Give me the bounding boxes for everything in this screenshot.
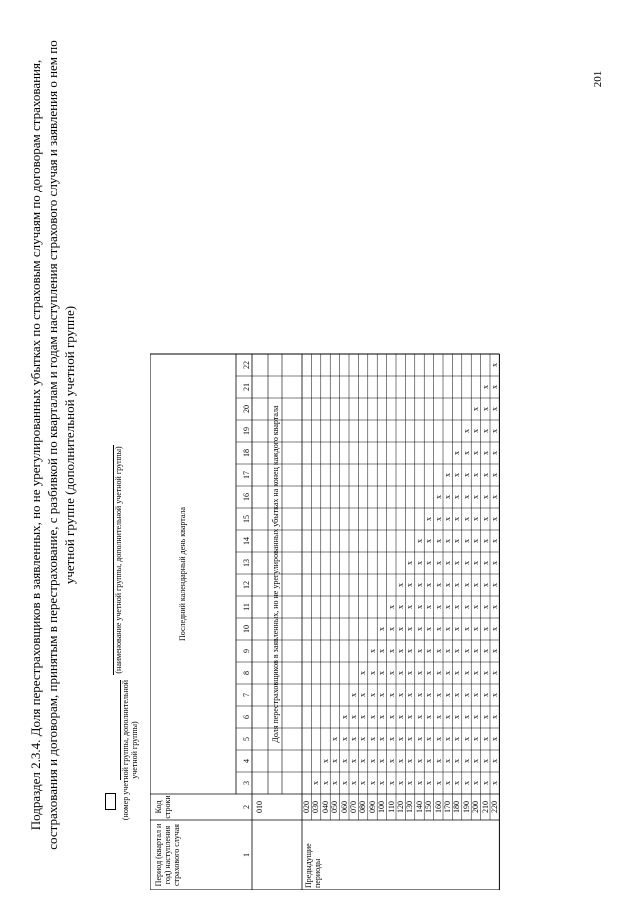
cross-mark: x [396, 781, 405, 785]
cross-mark: x [367, 693, 377, 697]
cross-mark: x [414, 759, 424, 763]
cross-mark: x [490, 495, 499, 499]
row-code-010: 010 [255, 801, 264, 813]
cross-mark: x [424, 715, 434, 719]
cross-mark: x [405, 759, 415, 763]
cross-mark: x [424, 627, 434, 631]
cross-mark: x [433, 649, 443, 653]
cross-mark: x [405, 561, 415, 565]
cross-mark: x [367, 759, 377, 763]
cross-mark: x [480, 407, 490, 411]
col-number: 4 [242, 759, 251, 763]
cross-mark: x [377, 781, 387, 785]
row-code: 170 [443, 801, 452, 813]
cross-mark: x [377, 627, 387, 631]
cross-mark: x [433, 759, 443, 763]
cross-mark: x [433, 737, 443, 741]
row-code: 180 [452, 801, 462, 813]
row-code: 040 [320, 801, 330, 813]
cross-mark: x [443, 759, 452, 763]
col-number: 20 [242, 405, 251, 413]
header-last-day: Последний календарный день квартала [178, 507, 187, 641]
section-heading: Подраздел 2.3.4. Доля перестраховщиков в заявленных, но не урегулированных убытках по страховым случаям по договорам страхования, сострахования и договорам, принятым в перестрахование, с разбивкой по кварталам и годам наступления страхового случая и заявления о нем по учетной группе (дополнительной учетной группе) [28, 40, 77, 850]
cross-mark: x [490, 539, 499, 543]
col-number: 3 [242, 781, 251, 785]
cross-mark: x [433, 627, 443, 631]
header-period: Период (квартал и год) наступления страхового случая [154, 823, 181, 887]
cross-mark: x [433, 495, 443, 499]
cross-mark: x [386, 671, 396, 675]
cross-mark: x [443, 583, 452, 587]
col-number: 13 [242, 559, 251, 567]
cross-mark: x [330, 759, 340, 763]
cross-mark: x [414, 671, 424, 675]
col-number: 19 [242, 427, 251, 435]
cross-mark: x [461, 561, 471, 565]
group-number-box [105, 793, 116, 810]
cross-mark: x [349, 693, 358, 697]
cross-mark: x [424, 759, 434, 763]
col-number: 14 [242, 537, 251, 545]
cross-mark: x [461, 627, 471, 631]
cross-mark: x [471, 517, 481, 521]
col-number: 11 [242, 603, 251, 611]
cross-mark: x [471, 539, 481, 543]
cross-mark: x [443, 737, 452, 741]
cross-mark: x [414, 781, 424, 785]
cross-mark: x [386, 605, 396, 609]
cross-mark: x [414, 715, 424, 719]
cross-mark: x [349, 759, 358, 763]
cross-mark: x [358, 693, 368, 697]
cross-mark: x [480, 517, 490, 521]
cross-mark: x [490, 605, 499, 609]
cross-mark: x [433, 561, 443, 565]
cross-mark: x [480, 759, 490, 763]
cross-mark: x [490, 429, 499, 433]
cross-mark: x [490, 385, 499, 389]
cross-mark: x [480, 649, 490, 653]
col-number: 15 [242, 515, 251, 523]
cross-mark: x [452, 517, 462, 521]
cross-mark: x [433, 671, 443, 675]
col-number: 21 [242, 383, 251, 391]
cross-mark: x [433, 583, 443, 587]
cross-mark: x [490, 473, 499, 477]
cross-mark: x [339, 715, 349, 719]
cross-mark: x [414, 627, 424, 631]
cross-mark: x [443, 605, 452, 609]
cross-mark: x [443, 627, 452, 631]
previous-periods-label: Предыдущие периоды [304, 843, 322, 888]
group-number-caption: (номер учетной группы, дополнительной учетной группы) [121, 679, 139, 821]
cross-mark: x [480, 627, 490, 631]
cross-mark: x [386, 693, 396, 697]
cross-mark: x [386, 737, 396, 741]
cross-mark: x [414, 583, 424, 587]
cross-mark: x [452, 495, 462, 499]
cross-mark: x [471, 473, 481, 477]
cross-mark: x [452, 671, 462, 675]
row-code: 210 [480, 801, 490, 813]
cross-mark: x [396, 627, 405, 631]
col-number: 9 [242, 649, 251, 653]
cross-mark: x [443, 715, 452, 719]
cross-mark: x [461, 539, 471, 543]
cross-mark: x [424, 693, 434, 697]
cross-mark: x [424, 517, 434, 521]
row-code: 060 [339, 801, 349, 813]
page-number: 201 [592, 70, 604, 88]
cross-mark: x [396, 759, 405, 763]
cross-mark: x [461, 759, 471, 763]
cross-mark: x [433, 781, 443, 785]
cross-mark: x [471, 671, 481, 675]
cross-mark: x [424, 649, 434, 653]
reinsurance-share-table [150, 361, 499, 890]
cross-mark: x [377, 693, 387, 697]
cross-mark: x [330, 737, 340, 741]
cross-mark: x [320, 759, 330, 763]
cross-mark: x [443, 561, 452, 565]
row-code: 090 [367, 801, 377, 813]
cross-mark: x [424, 737, 434, 741]
cross-mark: x [424, 671, 434, 675]
cross-mark: x [452, 737, 462, 741]
cross-mark: x [414, 649, 424, 653]
cross-mark: x [405, 627, 415, 631]
row-code: 140 [414, 801, 424, 813]
col-number: 22 [242, 361, 251, 369]
col-number: 10 [242, 625, 251, 633]
cross-mark: x [490, 451, 499, 455]
cross-mark: x [405, 737, 415, 741]
cross-mark: x [396, 583, 405, 587]
cross-mark: x [358, 671, 368, 675]
cross-mark: x [396, 737, 405, 741]
cross-mark: x [461, 517, 471, 521]
cross-mark: x [349, 737, 358, 741]
cross-mark: x [443, 649, 452, 653]
cross-mark: x [490, 715, 499, 719]
cross-mark: x [490, 627, 499, 631]
cross-mark: x [433, 693, 443, 697]
row-code: 050 [330, 801, 340, 813]
row-code: 120 [396, 801, 405, 813]
cross-mark: x [461, 429, 471, 433]
row-code: 110 [386, 801, 396, 813]
cross-mark: x [414, 539, 424, 543]
row-code: 030 [311, 801, 321, 813]
cross-mark: x [452, 759, 462, 763]
cross-mark: x [490, 737, 499, 741]
cross-mark: x [461, 649, 471, 653]
cross-mark: x [490, 517, 499, 521]
cross-mark: x [405, 583, 415, 587]
col-number: 5 [242, 737, 251, 741]
cross-mark: x [443, 671, 452, 675]
col-number: 1 [242, 853, 251, 857]
cross-mark: x [452, 649, 462, 653]
cross-mark: x [443, 693, 452, 697]
cross-mark: x [490, 407, 499, 411]
cross-mark: x [424, 605, 434, 609]
cross-mark: x [490, 649, 499, 653]
cross-mark: x [471, 605, 481, 609]
cross-mark: x [367, 715, 377, 719]
row-code: 150 [424, 801, 434, 813]
cross-mark: x [461, 495, 471, 499]
cross-mark: x [386, 715, 396, 719]
cross-mark: x [461, 451, 471, 455]
row-code: 080 [358, 801, 368, 813]
cross-mark: x [414, 561, 424, 565]
cross-mark: x [405, 781, 415, 785]
cross-mark: x [480, 605, 490, 609]
cross-mark: x [471, 737, 481, 741]
cross-mark: x [490, 781, 499, 785]
cross-mark: x [396, 605, 405, 609]
cross-mark: x [358, 715, 368, 719]
row-code: 190 [461, 801, 471, 813]
cross-mark: x [480, 539, 490, 543]
cross-mark: x [405, 693, 415, 697]
row-code: 070 [349, 801, 358, 813]
cross-mark: x [471, 693, 481, 697]
cross-mark: x [443, 517, 452, 521]
cross-mark: x [480, 737, 490, 741]
cross-mark: x [471, 407, 481, 411]
cross-mark: x [349, 781, 358, 785]
cross-mark: x [358, 737, 368, 741]
cross-mark: x [452, 451, 462, 455]
cross-mark: x [480, 451, 490, 455]
cross-mark: x [424, 561, 434, 565]
row-code: 160 [433, 801, 443, 813]
cross-mark: x [443, 781, 452, 785]
cross-mark: x [461, 781, 471, 785]
cross-mark: x [490, 583, 499, 587]
cross-mark: x [377, 737, 387, 741]
col-number: 16 [242, 493, 251, 501]
cross-mark: x [480, 473, 490, 477]
cross-mark: x [339, 759, 349, 763]
cross-mark: x [405, 649, 415, 653]
cross-mark: x [358, 759, 368, 763]
cross-mark: x [490, 671, 499, 675]
cross-mark: x [461, 715, 471, 719]
group-name-caption: (наименование учетной группы, дополнительной учетной группы) [114, 446, 123, 674]
col-number: 2 [242, 805, 251, 809]
cross-mark: x [443, 473, 452, 477]
cross-mark: x [471, 583, 481, 587]
cross-mark: x [461, 737, 471, 741]
cross-mark: x [433, 605, 443, 609]
cross-mark: x [471, 649, 481, 653]
row-code: 100 [377, 801, 387, 813]
cross-mark: x [414, 605, 424, 609]
cross-mark: x [480, 583, 490, 587]
cross-mark: x [433, 517, 443, 521]
col-number: 17 [242, 471, 251, 479]
cross-mark: x [396, 649, 405, 653]
cross-mark: x [480, 385, 490, 389]
cross-mark: x [480, 671, 490, 675]
cross-mark: x [461, 583, 471, 587]
cross-mark: x [396, 693, 405, 697]
cross-mark: x [452, 627, 462, 631]
cross-mark: x [311, 781, 321, 785]
cross-mark: x [424, 539, 434, 543]
cross-mark: x [433, 715, 443, 719]
cross-mark: x [490, 561, 499, 565]
cross-mark: x [480, 495, 490, 499]
cross-mark: x [471, 561, 481, 565]
cross-mark: x [443, 539, 452, 543]
cross-mark: x [386, 759, 396, 763]
cross-mark: x [480, 781, 490, 785]
cross-mark: x [452, 561, 462, 565]
col-number: 6 [242, 715, 251, 719]
row-code: 130 [405, 801, 415, 813]
cross-mark: x [452, 605, 462, 609]
cross-mark: x [461, 605, 471, 609]
cross-mark: x [471, 429, 481, 433]
cross-mark: x [452, 473, 462, 477]
col-number: 7 [242, 693, 251, 697]
cross-mark: x [349, 715, 358, 719]
cross-mark: x [471, 715, 481, 719]
cross-mark: x [452, 583, 462, 587]
cross-mark: x [452, 693, 462, 697]
cross-mark: x [452, 715, 462, 719]
cross-mark: x [367, 649, 377, 653]
cross-mark: x [480, 429, 490, 433]
cross-mark: x [405, 715, 415, 719]
cross-mark: x [471, 495, 481, 499]
cross-mark: x [377, 759, 387, 763]
cross-mark: x [386, 627, 396, 631]
cross-mark: x [471, 781, 481, 785]
header-code: Код строки [154, 795, 172, 819]
cross-mark: x [424, 781, 434, 785]
cross-mark: x [424, 583, 434, 587]
cross-mark: x [377, 671, 387, 675]
cross-mark: x [414, 693, 424, 697]
cross-mark: x [320, 781, 330, 785]
cross-mark: x [367, 737, 377, 741]
cross-mark: x [490, 363, 499, 367]
row-code: 200 [471, 801, 481, 813]
cross-mark: x [396, 671, 405, 675]
cross-mark: x [377, 649, 387, 653]
row-code: 020 [302, 801, 311, 813]
cross-mark: x [480, 693, 490, 697]
col-number: 18 [242, 449, 251, 457]
cross-mark: x [377, 715, 387, 719]
cross-mark: x [471, 759, 481, 763]
cross-mark: x [367, 671, 377, 675]
cross-mark: x [452, 539, 462, 543]
cross-mark: x [461, 473, 471, 477]
cross-mark: x [471, 451, 481, 455]
col-number: 8 [242, 671, 251, 675]
cross-mark: x [480, 715, 490, 719]
header-share: Доля перестраховщиков в заявленных, но не урегулированных убытках на конец каждого квартала [271, 405, 280, 743]
cross-mark: x [414, 737, 424, 741]
cross-mark: x [443, 495, 452, 499]
cross-mark: x [339, 781, 349, 785]
cross-mark: x [471, 627, 481, 631]
cross-mark: x [480, 561, 490, 565]
cross-mark: x [433, 539, 443, 543]
cross-mark: x [405, 605, 415, 609]
cross-mark: x [490, 759, 499, 763]
cross-mark: x [405, 671, 415, 675]
col-number: 12 [242, 581, 251, 589]
cross-mark: x [386, 649, 396, 653]
cross-mark: x [358, 781, 368, 785]
cross-mark: x [490, 693, 499, 697]
cross-mark: x [367, 781, 377, 785]
group-number-field [120, 675, 139, 825]
cross-mark: x [330, 781, 340, 785]
cross-mark: x [396, 715, 405, 719]
group-name-field [113, 445, 123, 675]
cross-mark: x [461, 671, 471, 675]
cross-mark: x [386, 781, 396, 785]
cross-mark: x [461, 693, 471, 697]
cross-mark: x [452, 781, 462, 785]
row-code: 220 [490, 801, 499, 813]
cross-mark: x [339, 737, 349, 741]
